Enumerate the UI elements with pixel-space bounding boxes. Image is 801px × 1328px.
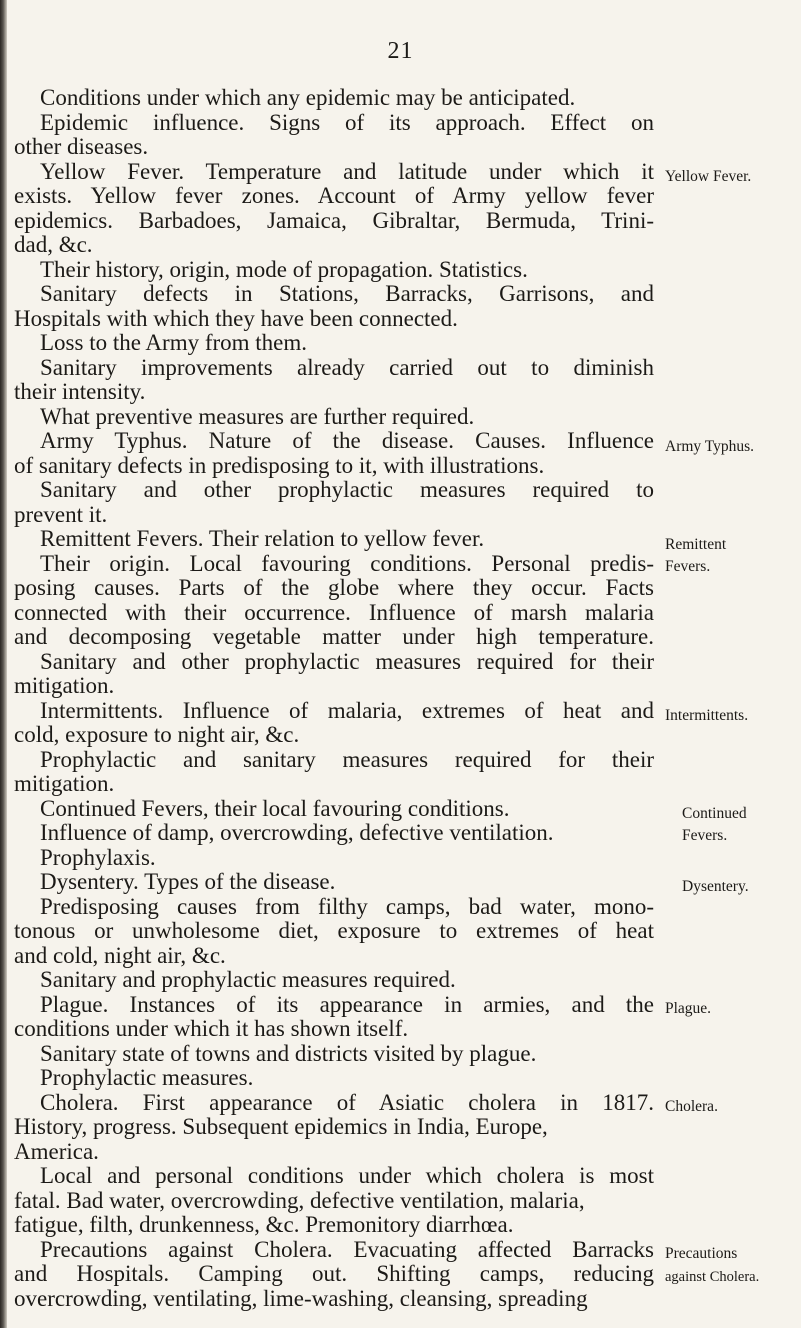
text-line: Local and personal conditions under which cholera is most: [40, 1163, 654, 1188]
text-line: Remittent Fevers. Their relation to yellow fever.: [40, 526, 485, 551]
text-line: Plague. Instances of its appearance in armies, and the: [40, 991, 654, 1017]
text-line: Their origin. Local favouring conditions. Personal predis-: [40, 550, 654, 576]
text-line: Influence of damp, overcrowding, defective ventilation.: [40, 820, 554, 845]
page-binding-edge: [0, 0, 7, 1328]
margin-note-precautions-2: against Cholera.: [665, 1269, 760, 1285]
text-line: overcrowding, ventilating, lime-washing, cleansing, spreading: [14, 1285, 588, 1311]
margin-note-intermittents: Intermittents.: [665, 707, 749, 724]
text-line: Army Typhus. Nature of the disease. Causes. Influence: [40, 428, 654, 453]
margin-note-army-typhus: Army Typhus.: [665, 438, 755, 455]
text-line: Yellow Fever. Temperature and latitude under which it: [40, 158, 654, 184]
margin-note-precautions: Precautions: [665, 1245, 738, 1262]
margin-note-remittent: Remittent: [665, 536, 727, 553]
text-line: Prophylactic and sanitary measures required for their: [40, 746, 654, 772]
text-line: What preventive measures are further required.: [40, 403, 475, 429]
text-line: fatigue, filth, drunkenness, &c. Premonitory diarrhœa.: [14, 1212, 514, 1237]
text-line: Intermittents. Influence of malaria, extremes of heat and: [40, 697, 654, 723]
text-line: Prophylaxis.: [40, 844, 156, 870]
text-line: cold, exposure to night air, &c.: [14, 722, 300, 747]
text-line: Epidemic influence. Signs of its approach. Effect on: [40, 109, 654, 135]
text-line: Loss to the Army from them.: [40, 330, 308, 355]
text-line: Sanitary and prophylactic measures required.: [40, 967, 456, 992]
margin-note-yellow-fever: Yellow Fever.: [665, 168, 752, 185]
text-line: Dysentery. Types of the disease.: [40, 869, 336, 894]
text-line: Hospitals with which they have been connected.: [14, 305, 458, 331]
page-number: 21: [387, 38, 414, 64]
text-line: Conditions under which any epidemic may be anticipated.: [40, 85, 576, 110]
text-line: prevent it.: [14, 501, 108, 527]
text-line: and cold, night air, &c.: [14, 942, 226, 968]
text-line: conditions under which it has shown itself.: [14, 1016, 409, 1041]
text-line: Continued Fevers, their local favouring conditions.: [40, 795, 510, 821]
text-line: mitigation.: [14, 771, 115, 796]
margin-note-continued: Continued: [682, 805, 747, 822]
text-line: Sanitary defects in Stations, Barracks, Garrisons, and: [40, 281, 654, 306]
margin-note-continued-2: Fevers.: [682, 827, 728, 844]
text-line: of sanitary defects in predisposing to it, with illustrations.: [14, 452, 545, 478]
text-line: Sanitary improvements already carried out to diminish: [40, 354, 654, 380]
margin-note-plague: Plague.: [665, 1000, 712, 1017]
text-line: History, progress. Subsequent epidemics in India, Europe,: [14, 1114, 548, 1139]
text-line: Sanitary and other prophylactic measures required for their: [40, 648, 654, 674]
text-line: and decomposing vegetable matter under high temperature.: [14, 624, 654, 649]
text-line: Sanitary and other prophylactic measures required to: [40, 477, 654, 502]
text-line: America.: [14, 1138, 99, 1164]
text-line: exists. Yellow fever zones. Account of Army yellow fever: [14, 183, 654, 208]
text-line: posing causes. Parts of the globe where they occur. Facts: [14, 575, 654, 600]
text-line: Cholera. First appearance of Asiatic cholera in 1817.: [40, 1089, 654, 1115]
text-line: Their history, origin, mode of propagation. Statistics.: [40, 256, 528, 282]
text-line: Predisposing causes from filthy camps, bad water, mono-: [40, 893, 654, 919]
margin-note-cholera: Cholera.: [665, 1098, 718, 1115]
text-line: and Hospitals. Camping out. Shifting camps, reducing: [14, 1261, 654, 1286]
text-line: fatal. Bad water, overcrowding, defective ventilation, malaria,: [14, 1187, 585, 1213]
margin-note-remittent-2: Fevers.: [665, 558, 711, 575]
text-line: Precautions against Cholera. Evacuating affected Barracks: [40, 1236, 654, 1262]
text-line: Sanitary state of towns and districts visited by plague.: [40, 1040, 537, 1066]
text-line: tonous or unwholesome diet, exposure to extremes of heat: [14, 918, 654, 943]
text-line: other diseases.: [14, 134, 149, 159]
text-line: Prophylactic measures.: [40, 1065, 254, 1090]
text-line: connected with their occurrence. Influence of marsh malaria: [14, 599, 654, 625]
text-line: their intensity.: [14, 379, 146, 404]
margin-note-dysentery: Dysentery.: [682, 878, 749, 895]
text-line: dad, &c.: [14, 232, 93, 257]
text-line: mitigation.: [14, 673, 115, 698]
text-line: epidemics. Barbadoes, Jamaica, Gibraltar, Bermuda, Trini-: [14, 207, 654, 233]
